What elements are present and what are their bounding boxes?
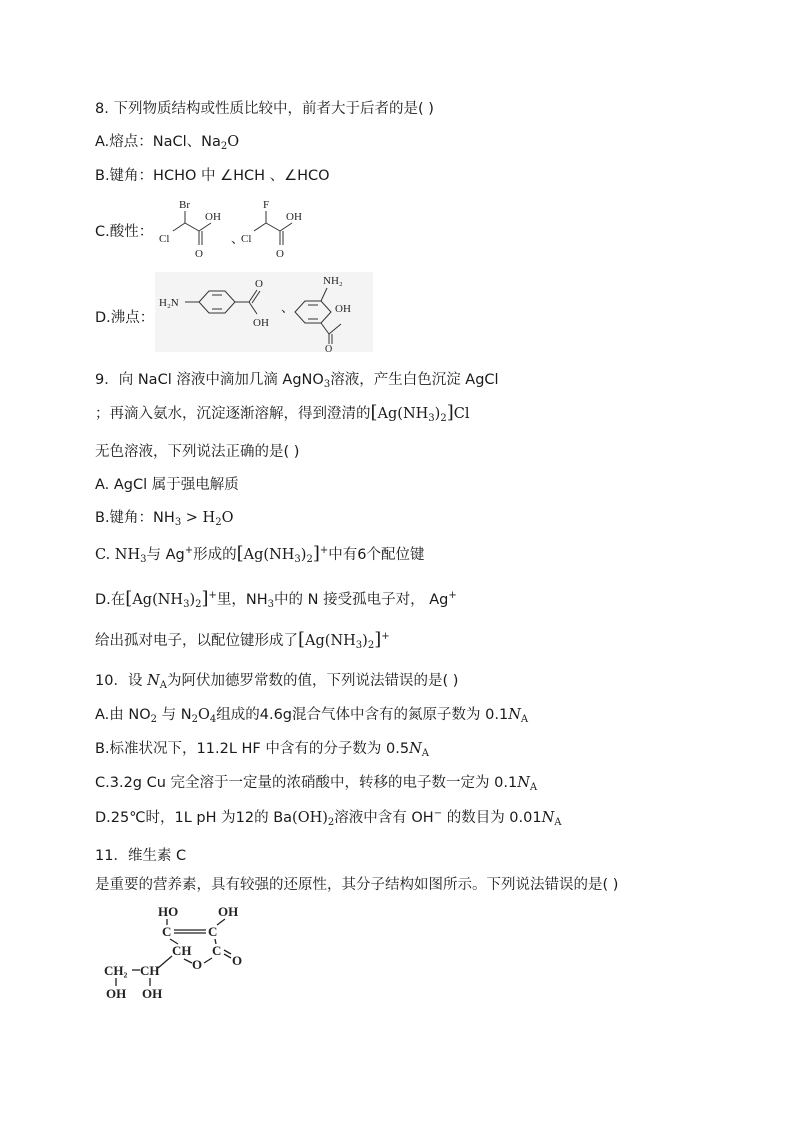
mol-ch-side: CH bbox=[140, 963, 160, 978]
mol-o-ring: O bbox=[192, 957, 203, 972]
q8-option-d-label: D.沸点： bbox=[95, 310, 155, 326]
structure-image bbox=[100, 898, 260, 1006]
q9-stem-line1: 9．向 NaCl 溶液中滴加几滴 AgNO$_3$溶液，产生白色沉淀 AgCl bbox=[95, 372, 499, 390]
q8-c-separator: 、 bbox=[231, 231, 245, 246]
mol-oh1: OH bbox=[106, 986, 127, 1001]
q10-stem: 10．设 $N_A$为阿伏加德罗常数的值，下列说法错误的是( ) bbox=[95, 673, 459, 691]
mol-d1-oh: OH bbox=[253, 317, 269, 329]
q8-option-a: A.熔点：NaCl、$Na_2O$ bbox=[95, 134, 240, 152]
mol-c2: C bbox=[208, 924, 218, 939]
mol-oh2: OH bbox=[142, 986, 163, 1001]
mol-d2-oh: OH bbox=[335, 303, 351, 315]
structure-image bbox=[155, 272, 373, 352]
mol-d2-amine: NH₂ bbox=[323, 275, 343, 287]
mol-d1-amine: H₂N bbox=[159, 297, 179, 309]
q11-stem-line2: 是重要的营养素，具有较强的还原性，其分子结构如图所示。下列说法错误的是( ) bbox=[95, 877, 619, 893]
mol-c1-cl: Cl bbox=[159, 233, 170, 245]
mol-d2-o: O bbox=[325, 344, 333, 352]
q8-option-c-label: C.酸性： bbox=[95, 224, 154, 240]
mol-ch: CH bbox=[172, 943, 192, 958]
q8-option-b: B.键角：HCHO 中 ∠HCH 、∠HCO bbox=[95, 168, 330, 184]
mol-ch2: CH₂ bbox=[104, 963, 128, 978]
q8-d-separator: 、 bbox=[281, 300, 295, 315]
q10-option-a: A.由 $NO_2$ 与 $N_2O_4$组成的4.6g混合气体中含有的氮原子数为 $0.1N_A$ bbox=[95, 707, 529, 725]
mol-c2-o: O bbox=[276, 248, 284, 260]
q8-option-d-structures bbox=[155, 272, 373, 352]
q8-option-c-structures bbox=[155, 195, 315, 261]
q9-option-b: B.键角：$NH_3 > H_2O$ bbox=[95, 510, 234, 528]
q10-option-c: C.3.2g Cu 完全溶于一定量的浓硝酸中，转移的电子数一定为 $0.1N_A$ bbox=[95, 775, 538, 793]
q10-option-d: D.25℃时，1L pH 为12的 $Ba(OH)_2$溶液中含有 OH− 的数目为 $0.01N_A$ bbox=[95, 808, 562, 828]
q9-option-a: A. AgCl 属于强电解质 bbox=[95, 477, 239, 493]
mol-c1-oh: OH bbox=[205, 211, 221, 223]
q10-option-b: B.标准状况下，11.2L HF 中含有的分子数为 $0.5N_A$ bbox=[95, 741, 429, 759]
mol-c1-br: Br bbox=[179, 199, 190, 211]
q9-stem-line3: 无色溶液，下列说法正确的是( ) bbox=[95, 444, 300, 460]
q11-stem-line1: 11．维生素 C bbox=[95, 848, 187, 864]
mol-c2-cl: Cl bbox=[241, 233, 252, 245]
mol-c1: C bbox=[162, 924, 172, 939]
structure-image bbox=[155, 195, 315, 261]
q9-option-d-line1: D.在$[Ag(NH_3)_2]^+$里，$NH_3$中的 N 接受孤电子对， Ag+ bbox=[95, 588, 457, 610]
mol-ho-left: HO bbox=[158, 904, 179, 919]
mol-oh-right: OH bbox=[218, 904, 239, 919]
q8-stem: 8. 下列物质结构或性质比较中，前者大于后者的是( ) bbox=[95, 101, 434, 117]
q9-option-d-line2: 给出孤对电子，以配位键形成了$[Ag(NH_3)_2]^+$ bbox=[95, 629, 390, 651]
mol-d1-o: O bbox=[255, 278, 263, 290]
mol-c3: C bbox=[212, 943, 222, 958]
mol-o-keto: O bbox=[232, 953, 243, 968]
q9-option-c: C. $NH_3$与 Ag+形成的$[Ag(NH_3)_2]^+$中有6个配位键 bbox=[95, 543, 425, 565]
mol-c2-oh: OH bbox=[286, 211, 302, 223]
q9-stem-line2: ；再滴入氨水，沉淀逐渐溶解，得到澄清的$[Ag(NH_3)_2]Cl$ bbox=[95, 402, 470, 424]
mol-c1-o: O bbox=[195, 248, 203, 260]
mol-c2-f: F bbox=[263, 199, 270, 211]
q11-vitamin-c-structure bbox=[100, 898, 260, 1006]
